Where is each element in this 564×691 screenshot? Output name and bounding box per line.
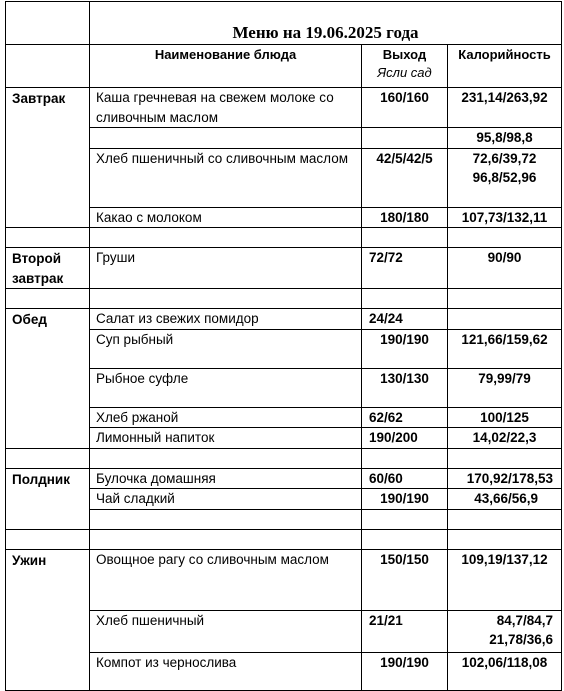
meal-second-breakfast bbox=[6, 248, 90, 289]
dish-name: Компот из чернослива bbox=[90, 652, 362, 690]
dish-calories: 100/125 bbox=[448, 407, 562, 428]
spacer-row bbox=[6, 448, 562, 468]
meal-dinner: Ужин bbox=[6, 549, 90, 690]
calories-line: 72,6/39,72 bbox=[472, 150, 537, 166]
dish-name: Хлеб пшеничный со сливочным маслом bbox=[90, 148, 362, 207]
dish-calories: 121,66/159,62 bbox=[448, 329, 562, 368]
dish-output bbox=[362, 128, 448, 149]
meal-lunch: Обед bbox=[6, 309, 90, 449]
dish-name: Салат из свежих помидор bbox=[90, 309, 362, 330]
dish-output: 130/130 bbox=[362, 368, 448, 407]
dish-output: 190/190 bbox=[362, 489, 448, 510]
table-row bbox=[6, 128, 562, 149]
dish-calories: 109,19/137,12 bbox=[448, 549, 562, 610]
dish-output: 62/62 bbox=[362, 407, 448, 428]
dish-column-header: Наименование блюда bbox=[90, 45, 362, 88]
table-row bbox=[6, 148, 562, 207]
table-row bbox=[6, 368, 562, 407]
dish-name: Чай сладкий bbox=[90, 489, 362, 510]
menu-table bbox=[5, 1, 562, 691]
dish-name: Лимонный напиток bbox=[90, 428, 362, 449]
meal-breakfast: Завтрак bbox=[6, 88, 90, 228]
dish-name: Хлеб пшеничный bbox=[90, 610, 362, 652]
dish-output: 42/5/42/5 bbox=[362, 148, 448, 207]
dish-output: 190/190 bbox=[362, 329, 448, 368]
table-row bbox=[6, 329, 562, 368]
dish-calories: 231,14/263,92 bbox=[448, 88, 562, 128]
dish-calories: 170,92/178,53 bbox=[448, 468, 562, 489]
table-row bbox=[6, 88, 562, 128]
calories-line: 21,78/36,6 bbox=[489, 632, 554, 647]
dish-name bbox=[90, 128, 362, 149]
table-row bbox=[6, 248, 562, 289]
dish-calories: 107,73/132,11 bbox=[448, 207, 562, 228]
dish-name: Овощное рагу со сливочным маслом bbox=[90, 549, 362, 610]
dish-output: 190/190 bbox=[362, 652, 448, 690]
dish-calories: 102,06/118,08 bbox=[448, 652, 562, 690]
page-title: Меню на 19.06.2025 года bbox=[90, 2, 562, 45]
spacer-row bbox=[6, 529, 562, 549]
spacer-row bbox=[6, 289, 562, 309]
dish-output: 24/24 bbox=[362, 309, 448, 330]
header-row bbox=[6, 45, 562, 88]
dish-calories: 90/90 bbox=[448, 248, 562, 289]
table-row bbox=[6, 549, 562, 610]
spacer-row bbox=[6, 228, 562, 248]
dish-calories: 79,99/79 bbox=[448, 368, 562, 407]
dish-name: Какао с молоком bbox=[90, 207, 362, 228]
table-row bbox=[6, 489, 562, 510]
dish-calories: 14,02/22,3 bbox=[448, 428, 562, 449]
meal-snack: Полдник bbox=[6, 468, 90, 529]
table-row bbox=[6, 407, 562, 428]
dish-output: 160/160 bbox=[362, 88, 448, 128]
table-row bbox=[6, 468, 562, 489]
dish-calories bbox=[448, 148, 562, 207]
output-header-label: Выход bbox=[382, 47, 427, 62]
dish-output: 21/21 bbox=[362, 610, 448, 652]
dish-output: 72/72 bbox=[362, 248, 448, 289]
meal-label-line: завтрак bbox=[12, 270, 64, 286]
dish-calories: 43,66/56,9 bbox=[448, 489, 562, 510]
dish-calories: 95,8/98,8 bbox=[448, 128, 562, 149]
table-row bbox=[6, 428, 562, 449]
dish-calories bbox=[448, 309, 562, 330]
calories-line: 96,8/52,96 bbox=[472, 170, 537, 185]
dish-output: 150/150 bbox=[362, 549, 448, 610]
dish-name: Груши bbox=[90, 248, 362, 289]
dish-calories bbox=[448, 610, 562, 652]
calories-line: 84,7/84,7 bbox=[496, 612, 554, 628]
title-row bbox=[6, 2, 562, 45]
dish-output: 60/60 bbox=[362, 468, 448, 489]
output-header-sublabel: Ясли сад bbox=[377, 65, 432, 80]
dish-name: Суп рыбный bbox=[90, 329, 362, 368]
table-row bbox=[6, 207, 562, 228]
table-row bbox=[6, 309, 562, 330]
spacer-row bbox=[6, 509, 562, 529]
output-column-header bbox=[362, 45, 448, 88]
table-row bbox=[6, 610, 562, 652]
dish-output: 180/180 bbox=[362, 207, 448, 228]
dish-output: 190/200 bbox=[362, 428, 448, 449]
dish-name: Рыбное суфле bbox=[90, 368, 362, 407]
calories-column-header: Калорийность bbox=[448, 45, 562, 88]
table-row bbox=[6, 652, 562, 690]
meal-label-line: Второй bbox=[12, 251, 62, 266]
dish-name: Хлеб ржаной bbox=[90, 407, 362, 428]
dish-name: Булочка домашняя bbox=[90, 468, 362, 489]
dish-name: Каша гречневая на свежем молоке со сливочным маслом bbox=[90, 88, 362, 128]
